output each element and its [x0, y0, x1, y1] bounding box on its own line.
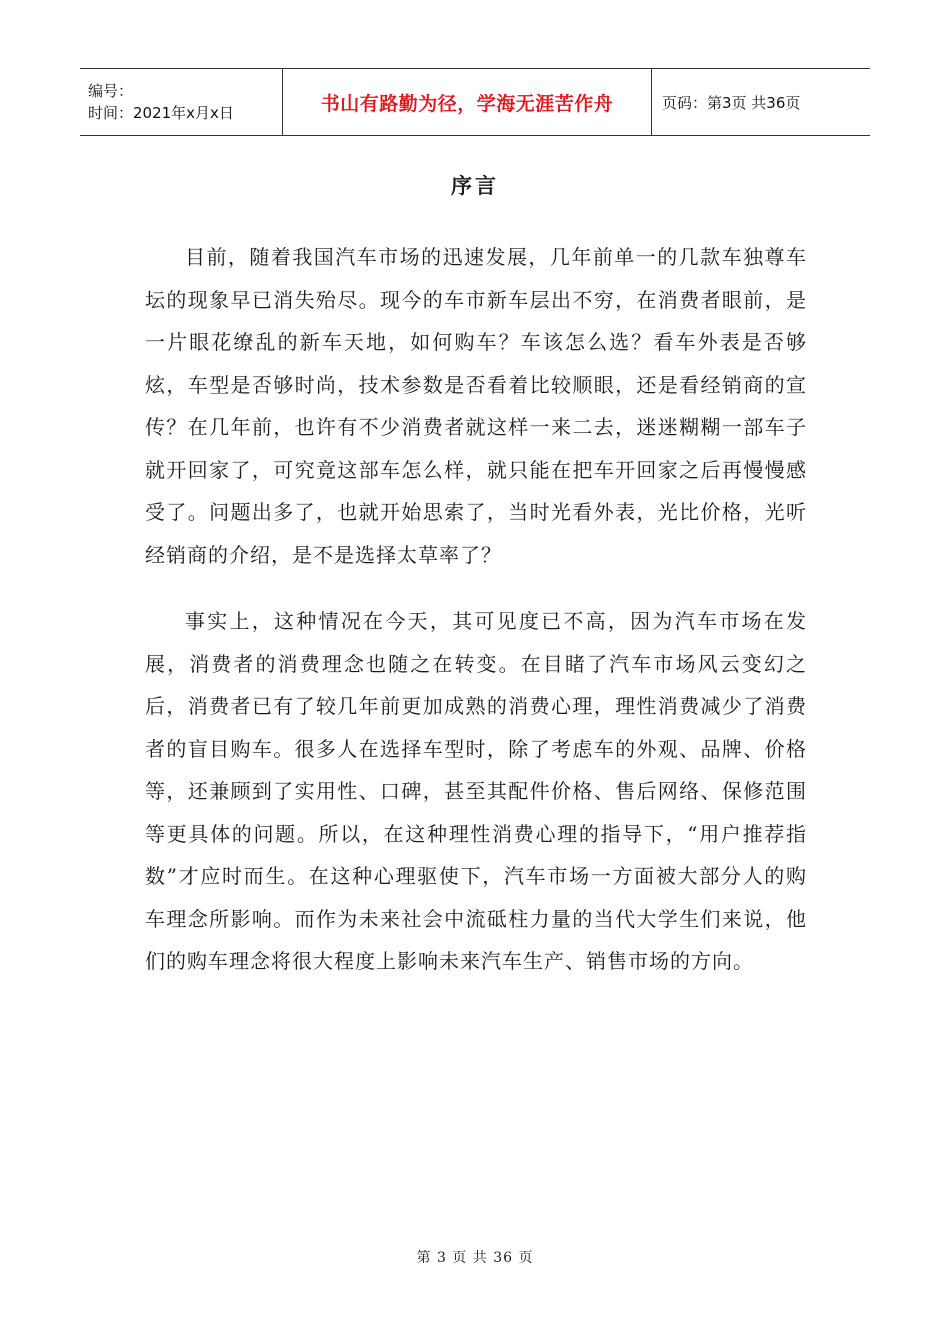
document-number-label: 编号： [88, 82, 134, 100]
body-paragraph-1: 目前，随着我国汽车市场的迅速发展，几年前单一的几款车独尊车坛的现象早已消失殆尽。现今的车市新车层出不穷，在消费者眼前，是一片眼花缭乱的新车天地，如何购车？车该怎么选？看车外表是否够炫，车型是否够时尚，技术参数是否看着比较顺眼，还是看经销商的宣传？在几年前，也许有不少消费者就这样一来二去，迷迷糊糊一部车子就开回家了，可究竟这部车怎么样，就只能在把车开回家之后再慢慢感受了。问题出多了，也就开始思索了，当时光看外表，光比价格，光听经销商的介绍，是不是选择太草率了？ [145, 245, 807, 567]
page-footer: 第 3 页 共 36 页 [416, 1250, 534, 1266]
body-paragraph-2: 事实上，这种情况在今天，其可见度已不高，因为汽车市场在发展，消费者的消费理念也随之在转变。在目睹了汽车市场风云变幻之后，消费者已有了较几年前更加成熟的消费心理，理性消费减少了消费者的盲目购车。很多人在选择车型时，除了考虑车的外观、品牌、价格等，还兼顾到了实用性、口碑，甚至其配件价格、售后网络、保修范围等更具体的问题。所以，在这种理性消费心理的指导下，“用户推荐指数”才应时而生。在这种心理驱使下，汽车市场一方面被大部分人的购车理念所影响。而作为未来社会中流砥柱力量的当代大学生们来说，他们的购车理念将很大程度上影响未来汽车生产、销售市场的方向。 [145, 609, 807, 973]
header-page-info: 页码：第3页 共36页 [662, 93, 801, 112]
header-meta [80, 69, 282, 135]
document-title: 序言 [451, 173, 499, 198]
page-header [80, 68, 870, 136]
header-motto: 书山有路勤为径，学海无涯苦作舟 [282, 69, 652, 135]
document-time-label: 时间：2021年x月x日 [88, 104, 234, 122]
document-body [145, 236, 807, 983]
